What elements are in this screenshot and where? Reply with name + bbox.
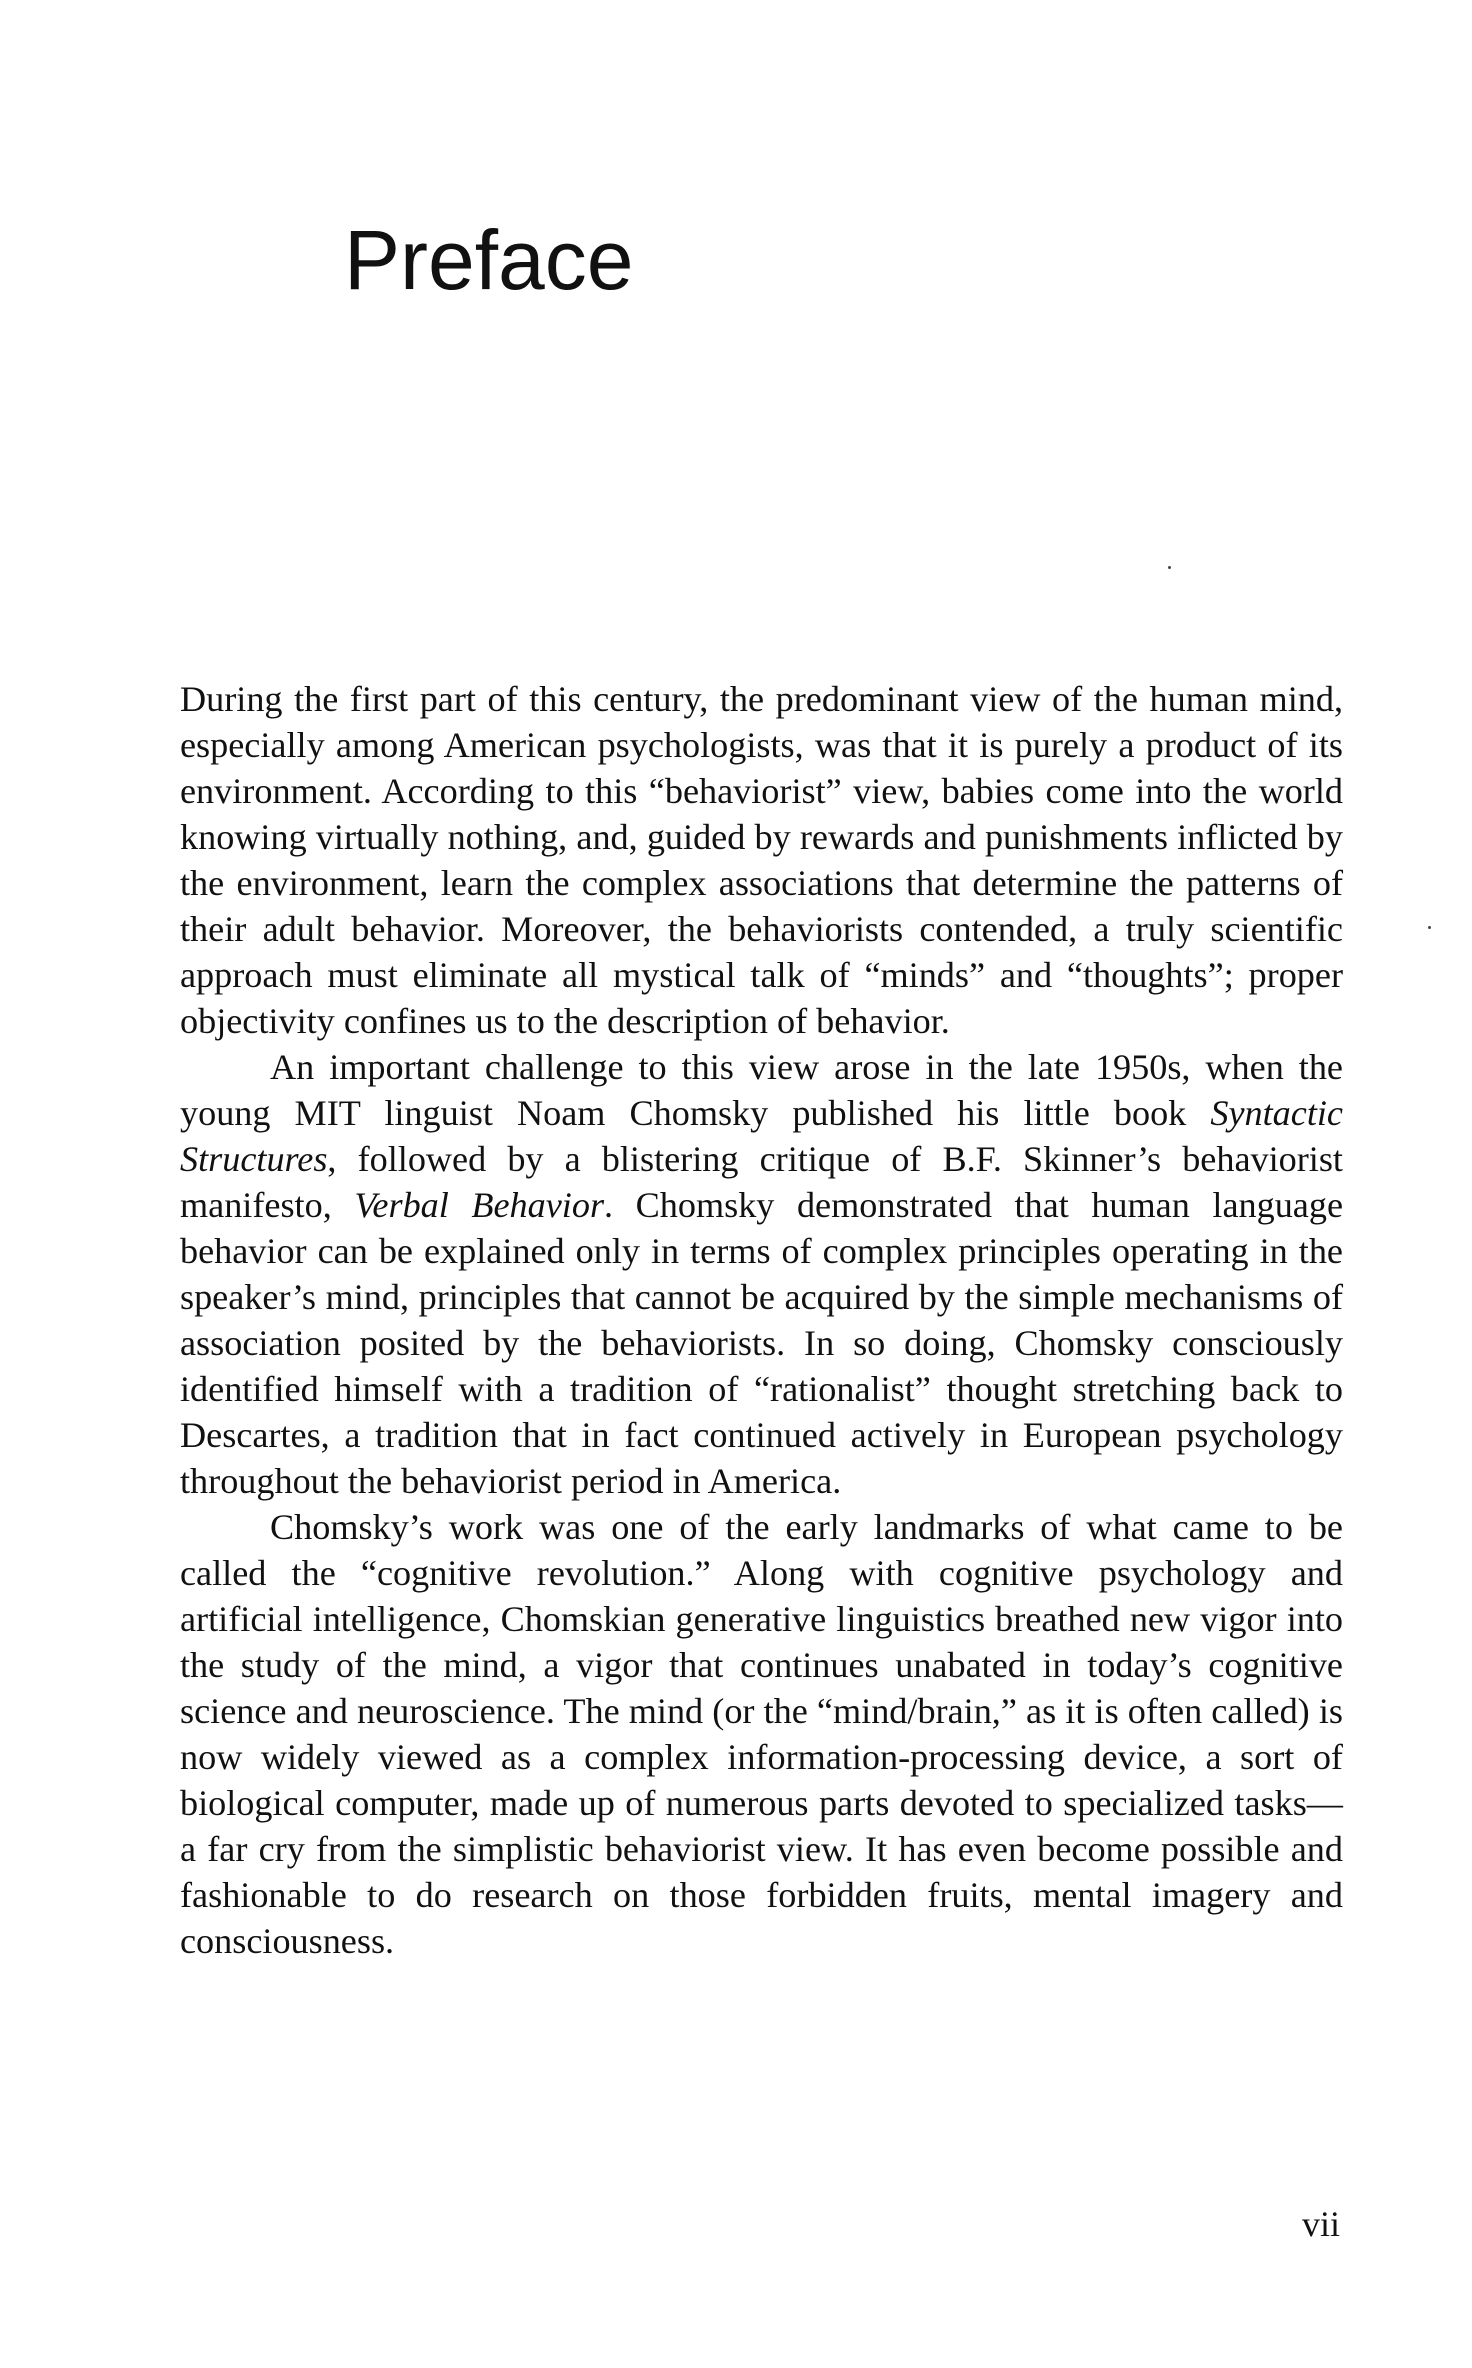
paragraph-2-text: An important challenge to this view arose in the late 1950s, when the young MIT linguist Noam Chomsky published his little book: [180, 1047, 1343, 1133]
book-title-verbal-behavior: Verbal Behavior: [354, 1185, 605, 1225]
paragraph-2-text: . Chomsky demonstrated that human language behavior can be explained only in terms of complex principles operating in the speaker’s mind, principles that cannot be acquired by the simple mechanisms of association posited by the behaviorists. In so doing, Chomsky consciously identified himself with a tradition of “rationalist” thought stretching back to Descartes, a tradition that in fact continued actively in European psychology throughout the behaviorist period in America.: [180, 1185, 1344, 1501]
chapter-title: Preface: [344, 213, 634, 307]
preface-body: [180, 676, 1343, 1964]
paragraph-2: [180, 1044, 1343, 1504]
paragraph-3: Chomsky’s work was one of the early landmarks of what came to be called the “cognitive revolution.” Along with cognitive psychology and artificial intelligence, Chomskian generative linguistics breathed new vigor into the study of the mind, a vigor that continues unabated in today’s cognitive science and neuroscience. The mind (or the “mind/brain,” as it is often called) is now widely viewed as a complex information-processing device, a sort of biological computer, made up of numerous parts devoted to specialized tasks—a far cry from the simplistic behaviorist view. It has even become possible and fashionable to do research on those forbidden fruits, mental imagery and consciousness.: [180, 1507, 1343, 1961]
scan-speck: [1428, 926, 1431, 929]
scan-speck: [1168, 566, 1171, 569]
page-number: vii: [1301, 2204, 1340, 2244]
book-title-syntactic-structures: Syntactic Structures: [180, 1093, 1343, 1179]
paragraph-1: During the first part of this century, the predominant view of the human mind, especially among American psychologists, was that it is purely a product of its environment. According to this “behaviorist” view, babies come into the world knowing virtually nothing, and, guided by rewards and punishments inflicted by the environment, learn the complex associations that determine the patterns of their adult behavior. Moreover, the behaviorists contended, a truly scientific approach must eliminate all mystical talk of “minds” and “thoughts”; proper objectivity confines us to the description of behavior.: [180, 679, 1343, 1041]
paragraph-2-text: , followed by a blistering critique of B.F. Skinner’s behaviorist manifesto,: [180, 1139, 1343, 1225]
